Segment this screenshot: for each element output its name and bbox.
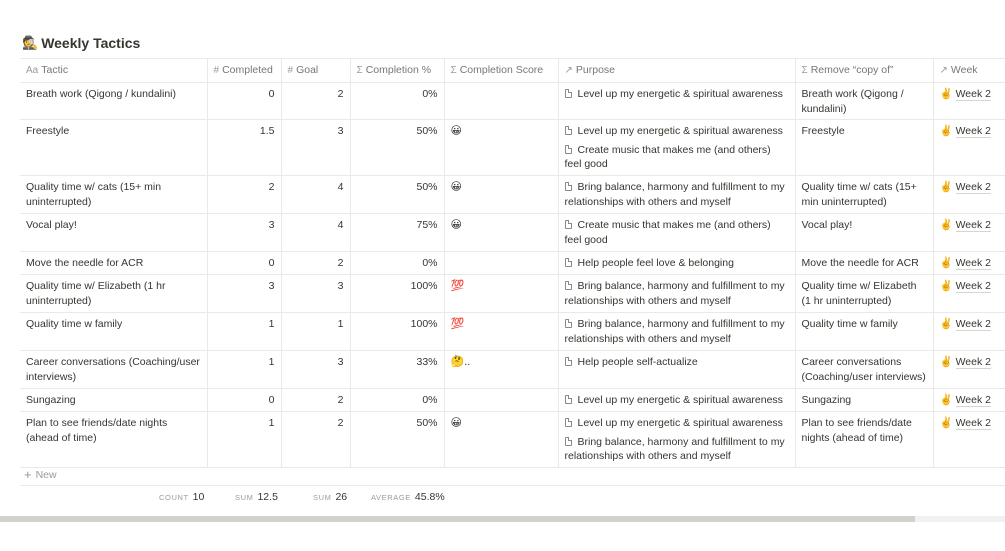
calculation-divider bbox=[20, 485, 1005, 486]
cell-goal[interactable]: 2 bbox=[281, 83, 350, 120]
cell-completion-score bbox=[444, 252, 558, 275]
page-icon bbox=[565, 89, 572, 98]
cell-completed[interactable]: 0 bbox=[207, 83, 281, 120]
cell-tactic[interactable]: Career conversations (Coaching/user interviews) bbox=[20, 351, 207, 389]
week-link[interactable]: Week 2 bbox=[955, 356, 991, 368]
week-link[interactable]: Week 2 bbox=[955, 318, 991, 330]
header-row bbox=[20, 59, 1005, 83]
cell-remove-copy: Quality time w family bbox=[795, 313, 933, 351]
cell-tactic[interactable]: Freestyle bbox=[20, 120, 207, 176]
table-row[interactable] bbox=[20, 412, 1005, 468]
cell-tactic[interactable]: Sungazing bbox=[20, 389, 207, 412]
cell-purpose[interactable] bbox=[558, 275, 795, 313]
cell-remove-copy: Plan to see friends/date nights (ahead of time) bbox=[795, 412, 933, 468]
score-emoji-icon: 😀 bbox=[450, 125, 462, 137]
cell-week[interactable] bbox=[933, 412, 1005, 468]
cell-completed[interactable]: 1.5 bbox=[207, 120, 281, 176]
cell-week[interactable] bbox=[933, 252, 1005, 275]
calc-sum-goal[interactable]: SUM 26 bbox=[313, 491, 348, 503]
cell-goal[interactable]: 4 bbox=[281, 214, 350, 252]
column-header-week[interactable]: ↗ Week bbox=[933, 59, 1005, 83]
cell-goal[interactable]: 2 bbox=[281, 389, 350, 412]
cell-completion-score bbox=[444, 275, 558, 313]
week-link[interactable]: Week 2 bbox=[955, 219, 991, 231]
cell-completed[interactable]: 1 bbox=[207, 351, 281, 389]
victory-hand-icon: ✌️ bbox=[939, 318, 953, 330]
table-row[interactable] bbox=[20, 120, 1005, 176]
victory-hand-icon: ✌️ bbox=[939, 181, 953, 193]
purpose-link[interactable]: Bring balance, harmony and fulfillment to my relationships with others and myself bbox=[564, 181, 785, 208]
cell-remove-copy: Career conversations (Coaching/user interviews) bbox=[795, 351, 933, 389]
cell-purpose[interactable] bbox=[558, 389, 795, 412]
cell-completed[interactable]: 2 bbox=[207, 176, 281, 214]
cell-completion-pct: 50% bbox=[350, 176, 444, 214]
page-icon bbox=[565, 418, 572, 427]
column-header-completion-pct[interactable]: Σ Completion % bbox=[350, 59, 444, 83]
cell-completion-score bbox=[444, 214, 558, 252]
cell-purpose[interactable] bbox=[558, 412, 795, 468]
cell-goal[interactable]: 2 bbox=[281, 252, 350, 275]
column-header-completed[interactable]: # Completed bbox=[207, 59, 281, 83]
cell-completion-pct: 75% bbox=[350, 214, 444, 252]
cell-completion-pct: 0% bbox=[350, 389, 444, 412]
cell-goal[interactable]: 3 bbox=[281, 120, 350, 176]
purpose-link[interactable]: Bring balance, harmony and fulfillment to my relationships with others and myself bbox=[564, 280, 785, 307]
cell-tactic[interactable]: Vocal play! bbox=[20, 214, 207, 252]
cell-week[interactable] bbox=[933, 313, 1005, 351]
cell-remove-copy: Vocal play! bbox=[795, 214, 933, 252]
cell-week[interactable] bbox=[933, 275, 1005, 313]
detective-icon: 🕵 bbox=[22, 35, 39, 50]
text-property-icon: Aa bbox=[26, 65, 39, 76]
score-emoji-icon: 💯 bbox=[450, 318, 465, 330]
cell-completion-score bbox=[444, 389, 558, 412]
cell-goal[interactable]: 3 bbox=[281, 351, 350, 389]
week-link[interactable]: Week 2 bbox=[955, 125, 991, 137]
cell-week[interactable] bbox=[933, 214, 1005, 252]
column-header-purpose[interactable]: ↗ Purpose bbox=[558, 59, 795, 83]
cell-purpose[interactable] bbox=[558, 351, 795, 389]
cell-completed[interactable]: 0 bbox=[207, 252, 281, 275]
score-emoji-icon: 😀 bbox=[450, 181, 462, 193]
victory-hand-icon: ✌️ bbox=[939, 394, 953, 406]
table-row[interactable] bbox=[20, 176, 1005, 214]
cell-completion-pct: 100% bbox=[350, 313, 444, 351]
score-emoji-icon: 😀 bbox=[450, 219, 462, 231]
cell-completion-pct: 50% bbox=[350, 120, 444, 176]
cell-completion-pct: 0% bbox=[350, 83, 444, 120]
cell-tactic[interactable]: Breath work (Qigong / kundalini) bbox=[20, 83, 207, 120]
cell-remove-copy: Move the needle for ACR bbox=[795, 252, 933, 275]
purpose-link[interactable]: Bring balance, harmony and fulfillment to my relationships with others and myself bbox=[564, 435, 785, 462]
cell-remove-copy: Quality time w/ cats (15+ min uninterrupted) bbox=[795, 176, 933, 214]
week-link[interactable]: Week 2 bbox=[955, 257, 991, 269]
table-row[interactable] bbox=[20, 351, 1005, 389]
cell-goal[interactable]: 1 bbox=[281, 313, 350, 351]
table-row[interactable] bbox=[20, 252, 1005, 275]
week-link[interactable]: Week 2 bbox=[955, 417, 991, 429]
week-link[interactable]: Week 2 bbox=[955, 181, 991, 193]
page-icon bbox=[565, 258, 572, 267]
cell-completed[interactable]: 3 bbox=[207, 214, 281, 252]
relation-property-icon: ↗ bbox=[939, 65, 948, 76]
cell-completion-score bbox=[444, 176, 558, 214]
cell-purpose[interactable] bbox=[558, 214, 795, 252]
victory-hand-icon: ✌️ bbox=[939, 280, 953, 292]
new-row-button[interactable] bbox=[24, 469, 57, 481]
page-icon bbox=[565, 357, 572, 366]
formula-property-icon: Σ bbox=[356, 65, 363, 76]
week-link[interactable]: Week 2 bbox=[955, 280, 991, 292]
calc-average-pct[interactable]: AVERAGE 45.8% bbox=[371, 491, 445, 503]
new-row-label: New bbox=[35, 469, 57, 481]
cell-purpose[interactable] bbox=[558, 313, 795, 351]
page-icon bbox=[565, 220, 572, 229]
week-link[interactable]: Week 2 bbox=[955, 88, 991, 100]
tactics-table bbox=[20, 58, 1005, 468]
table-row[interactable] bbox=[20, 389, 1005, 412]
purpose-link[interactable]: Level up my energetic & spiritual awareness bbox=[565, 87, 789, 102]
cell-remove-copy: Sungazing bbox=[795, 389, 933, 412]
cell-completed[interactable]: 3 bbox=[207, 275, 281, 313]
column-header-goal[interactable]: # Goal bbox=[281, 59, 350, 83]
page-icon bbox=[565, 281, 572, 290]
cell-completion-pct: 50% bbox=[350, 412, 444, 468]
purpose-link[interactable]: Level up my energetic & spiritual awareness bbox=[565, 393, 789, 408]
cell-week[interactable] bbox=[933, 176, 1005, 214]
cell-completed[interactable]: 1 bbox=[207, 412, 281, 468]
victory-hand-icon: ✌️ bbox=[939, 417, 953, 429]
purpose-link[interactable]: Create music that makes me (and others) feel good bbox=[564, 143, 771, 170]
calc-count[interactable]: COUNT 10 bbox=[159, 491, 205, 503]
cell-purpose[interactable] bbox=[558, 83, 795, 120]
formula-property-icon: Σ bbox=[450, 65, 457, 76]
cell-completion-pct: 0% bbox=[350, 252, 444, 275]
cell-purpose[interactable] bbox=[558, 120, 795, 176]
cell-tactic[interactable]: Plan to see friends/date nights (ahead of time) bbox=[20, 412, 207, 468]
column-header-tactic[interactable]: Aa Tactic bbox=[20, 59, 207, 83]
cell-remove-copy: Quality time w/ Elizabeth (1 hr uninterrupted) bbox=[795, 275, 933, 313]
purpose-link[interactable]: Level up my energetic & spiritual awareness bbox=[565, 416, 789, 431]
purpose-link[interactable]: Help people feel love & belonging bbox=[565, 256, 789, 271]
cell-completed[interactable]: 0 bbox=[207, 389, 281, 412]
column-header-remove-copy[interactable]: Σ Remove “copy of” bbox=[795, 59, 933, 83]
number-property-icon: # bbox=[213, 65, 220, 76]
cell-tactic[interactable]: Quality time w family bbox=[20, 313, 207, 351]
victory-hand-icon: ✌️ bbox=[939, 125, 953, 137]
relation-property-icon: ↗ bbox=[564, 65, 573, 76]
cell-completion-score bbox=[444, 351, 558, 389]
cell-week[interactable] bbox=[933, 389, 1005, 412]
cell-purpose[interactable] bbox=[558, 176, 795, 214]
cell-remove-copy: Breath work (Qigong / kundalini) bbox=[795, 83, 933, 120]
page-icon bbox=[565, 182, 572, 191]
victory-hand-icon: ✌️ bbox=[939, 219, 953, 231]
victory-hand-icon: ✌️ bbox=[939, 356, 953, 368]
cell-tactic[interactable]: Move the needle for ACR bbox=[20, 252, 207, 275]
page-title bbox=[22, 32, 140, 54]
cell-week[interactable] bbox=[933, 351, 1005, 389]
score-emoji-icon: 💯 bbox=[450, 280, 465, 292]
horizontal-scrollbar-thumb[interactable] bbox=[0, 516, 915, 522]
table-row[interactable] bbox=[20, 313, 1005, 351]
page-icon bbox=[565, 395, 572, 404]
cell-completion-score bbox=[444, 412, 558, 468]
number-property-icon: # bbox=[287, 65, 294, 76]
cell-tactic[interactable]: Quality time w/ cats (15+ min uninterrupted) bbox=[20, 176, 207, 214]
plus-icon: + bbox=[24, 467, 32, 482]
cell-completion-score bbox=[444, 120, 558, 176]
page-title-text[interactable]: Weekly Tactics bbox=[41, 35, 141, 51]
cell-remove-copy: Freestyle bbox=[795, 120, 933, 176]
formula-property-icon: Σ bbox=[801, 65, 808, 76]
purpose-link[interactable]: Help people self-actualize bbox=[565, 355, 789, 370]
cell-completion-score bbox=[444, 83, 558, 120]
victory-hand-icon: ✌️ bbox=[939, 257, 953, 269]
page-icon bbox=[565, 437, 572, 446]
table-row[interactable] bbox=[20, 275, 1005, 313]
cell-goal[interactable]: 2 bbox=[281, 412, 350, 468]
page-icon bbox=[565, 126, 572, 135]
purpose-link[interactable]: Level up my energetic & spiritual awareness bbox=[565, 124, 789, 139]
column-header-completion-score[interactable]: Σ Completion Score bbox=[444, 59, 558, 83]
score-emoji-icon: 🤔.. bbox=[450, 356, 471, 368]
cell-tactic[interactable]: Quality time w/ Elizabeth (1 hr uninterrupted) bbox=[20, 275, 207, 313]
cell-purpose[interactable] bbox=[558, 252, 795, 275]
cell-week[interactable] bbox=[933, 83, 1005, 120]
table-row[interactable] bbox=[20, 83, 1005, 120]
purpose-link[interactable]: Bring balance, harmony and fulfillment to my relationships with others and myself bbox=[564, 318, 785, 345]
cell-completed[interactable]: 1 bbox=[207, 313, 281, 351]
table-row[interactable] bbox=[20, 214, 1005, 252]
cell-completion-score bbox=[444, 313, 558, 351]
cell-completion-pct: 33% bbox=[350, 351, 444, 389]
calc-sum-completed[interactable]: SUM 12.5 bbox=[235, 491, 278, 503]
cell-goal[interactable]: 3 bbox=[281, 275, 350, 313]
page-icon bbox=[565, 319, 572, 328]
purpose-link[interactable]: Create music that makes me (and others) feel good bbox=[564, 219, 771, 246]
score-emoji-icon: 😀 bbox=[450, 417, 462, 429]
cell-goal[interactable]: 4 bbox=[281, 176, 350, 214]
victory-hand-icon: ✌️ bbox=[939, 88, 953, 100]
cell-completion-pct: 100% bbox=[350, 275, 444, 313]
week-link[interactable]: Week 2 bbox=[955, 394, 991, 406]
cell-week[interactable] bbox=[933, 120, 1005, 176]
page-icon bbox=[565, 145, 572, 154]
